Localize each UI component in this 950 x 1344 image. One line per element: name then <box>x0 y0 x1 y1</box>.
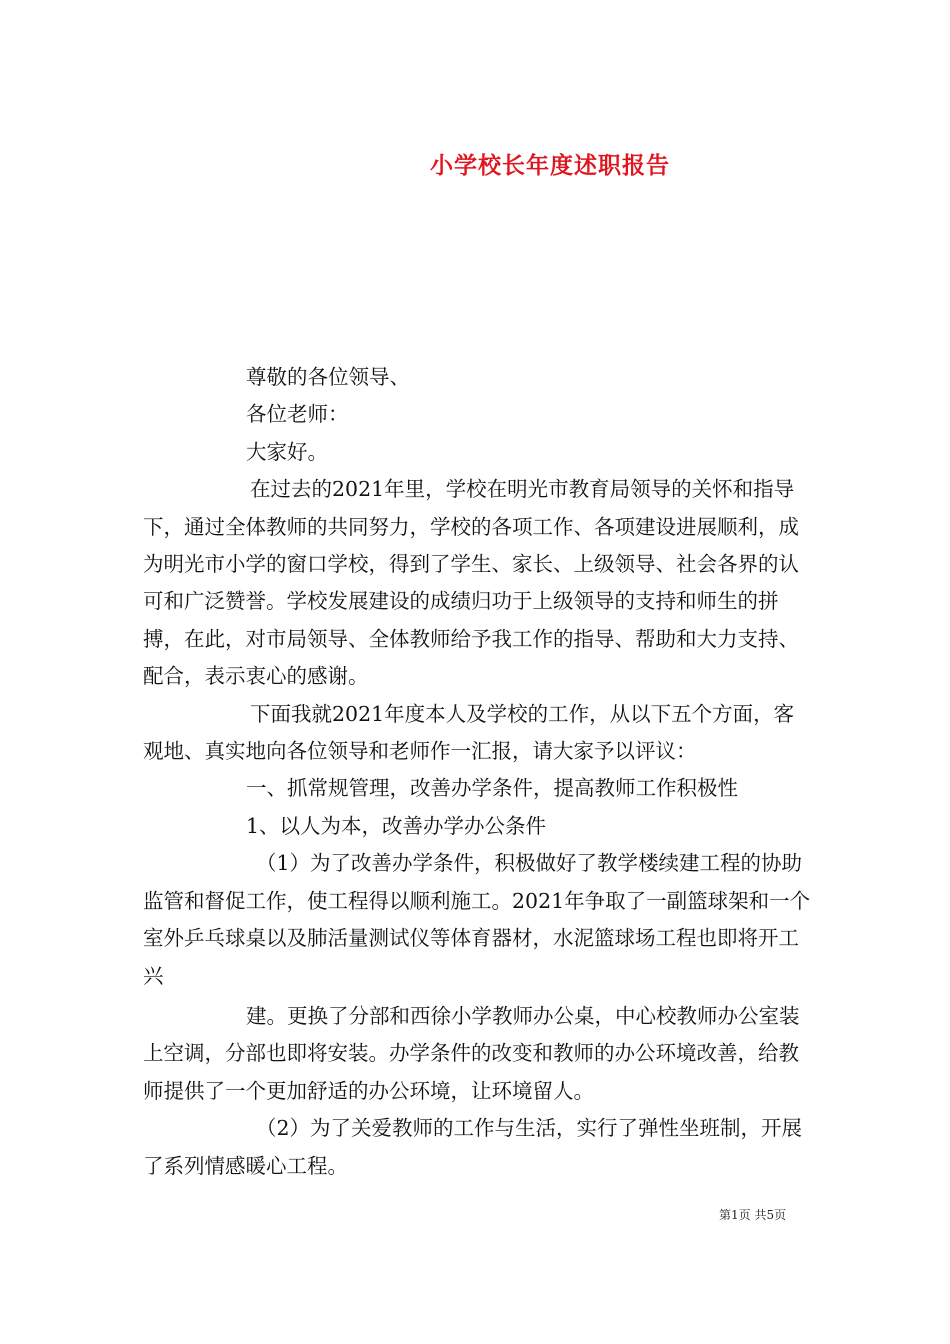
page-number: 第1页 共5页 <box>719 1208 787 1222</box>
salutation-line-3: 大家好。 <box>246 439 328 464</box>
paragraph-intro: 在过去的2021年里，学校在明光市教育局领导的关怀和指导下，通过全体教师的共同努力，学校的各项工作、各项建设进展顺利，成为明光市小学的窗口学校，得到了学生、家长、上级领导、社会各界的认可和广泛赞誉。学校发展建设的成绩归功于上级领导的支持和师生的拼搏，在此，对市局领导、全体教师给予我工作的指导、帮助和大力支持、配合，表示衷心的感谢。 <box>143 477 799 689</box>
item-1-part-1: （1）为了改善办学条件，积极做好了教学楼续建工程的协助监管和督促工作，使工程得以顺利施工。2021年争取了一副篮球架和一个室外乒乓球桌以及肺活量测试仪等体育器材，水泥篮球场工程也即将开工兴 <box>143 851 811 988</box>
item-1-part-2: 建。更换了分部和西徐小学教师办公桌，中心校教师办公室装上空调，分部也即将安装。办学条件的改变和教师的办公环境改善，给教师提供了一个更加舒适的办公环境，让环境留人。 <box>143 1003 800 1103</box>
paragraph-outline: 下面我就2021年度本人及学校的工作，从以下五个方面，客观地、真实地向各位领导和老师作一汇报，请大家予以评议： <box>143 701 795 764</box>
document-body <box>143 359 811 1185</box>
document-title: 小学校长年度述职报告 <box>430 152 670 180</box>
salutation-line-1: 尊敬的各位领导、 <box>246 365 410 389</box>
salutation-line-2: 各位老师： <box>246 402 349 427</box>
item-2: （2）为了关爱教师的工作与生活，实行了弹性坐班制，开展了系列情感暖心工程。 <box>143 1116 803 1178</box>
section-heading-1: 一、抓常规管理，改善办学条件，提高教师工作积极性 <box>246 776 738 801</box>
subsection-heading-1: 1、以人为本，改善办学办公条件 <box>246 813 547 838</box>
